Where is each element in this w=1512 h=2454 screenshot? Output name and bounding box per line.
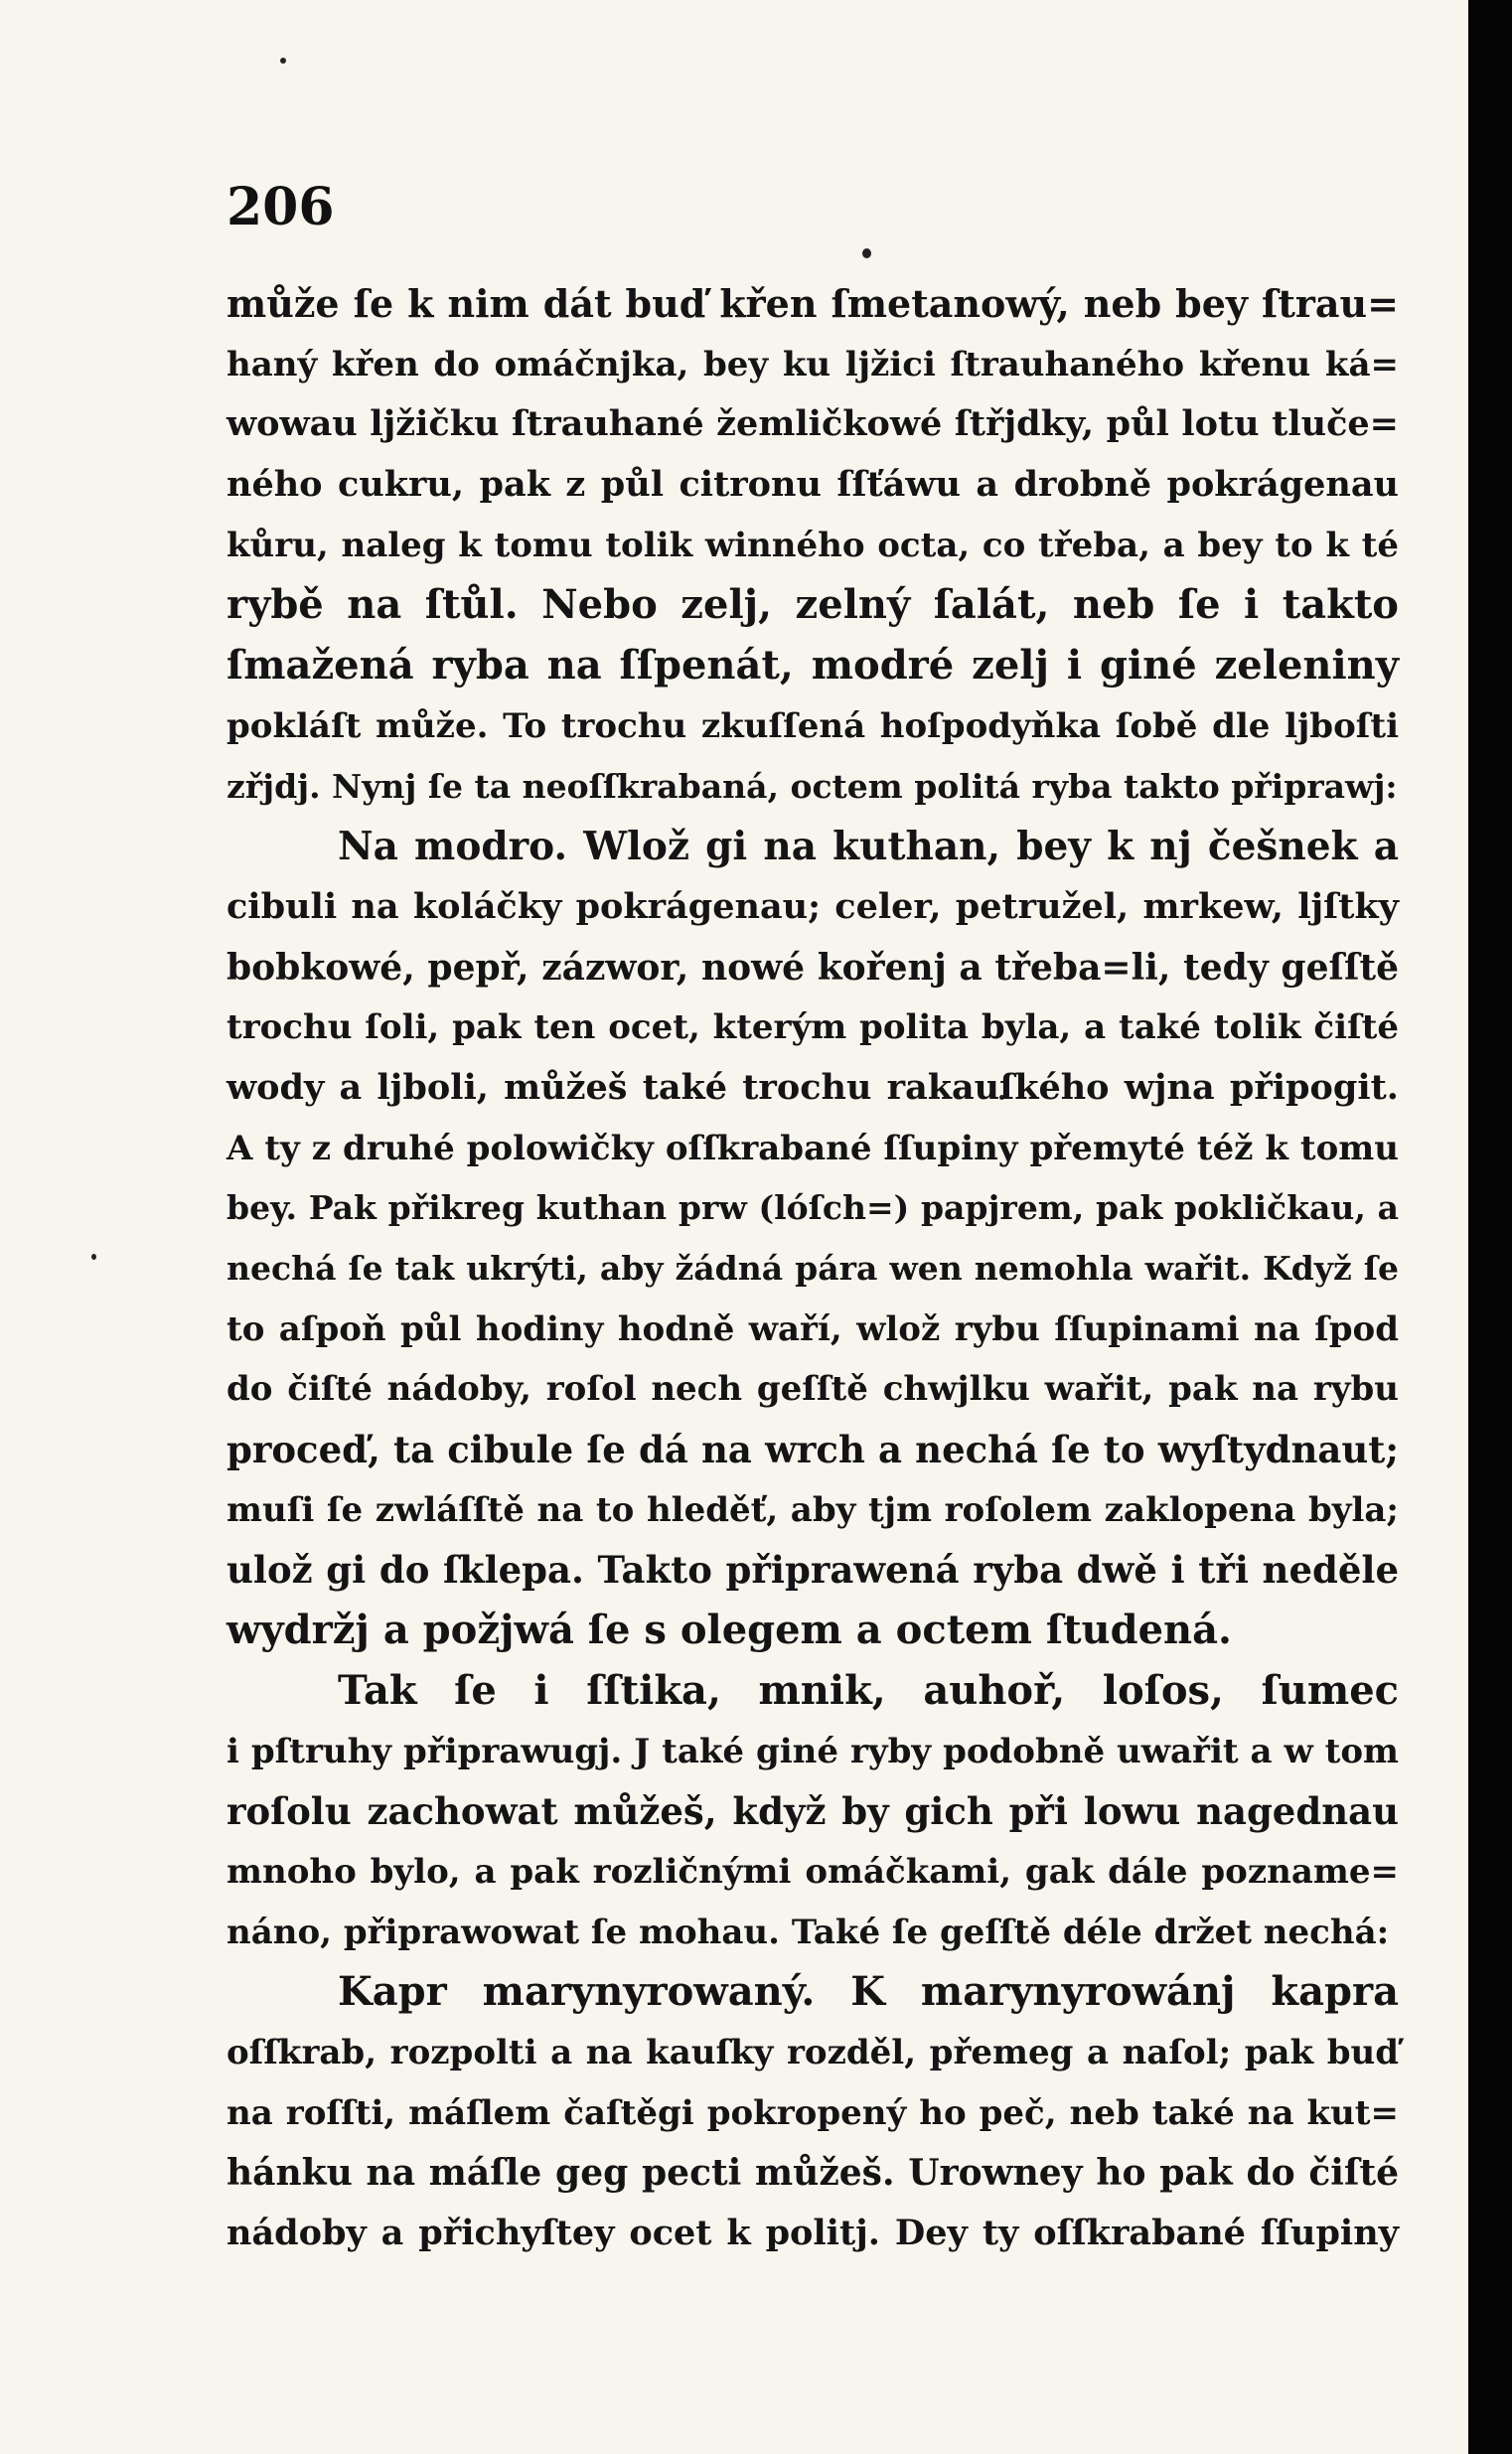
text-line: cibuli na koláčky pokrágenau; celer, petružel, mrkew, ljſtky xyxy=(227,885,1399,927)
ink-speck xyxy=(91,1254,96,1260)
text-line: mnoho bylo, a pak rozličnými omáčkami, gak dále pozname= xyxy=(227,1851,1399,1892)
text-line: bey. Pak přikreg kuthan prw (lóſch=) papjrem, pak pokličkau, a xyxy=(227,1188,1399,1228)
text-line: může ſe k nim dát buď křen ſmetanowý, neb bey ſtrau= xyxy=(227,281,1399,326)
text-line: ulož gi do ſklepa. Takto připrawená ryba dwě i tři neděle xyxy=(227,1548,1399,1593)
text-line: hánku na máſle geg pecti můžeš. Urowney ho pak do čiſté xyxy=(227,2152,1399,2195)
text-line: roſolu zachowat můžeš, když by gich při lowu nagednau xyxy=(227,1789,1399,1834)
text-line: wydržj a požjwá ſe s olegem a octem ſtudená. xyxy=(227,1607,1232,1654)
ink-speck xyxy=(280,58,286,64)
text-line: Na modro. Wlož gi na kuthan, bey k nj češnek a xyxy=(338,824,1399,870)
text-line: pokláſt může. To trochu zkuſſená hoſpodyňka ſobě dle ljboſti xyxy=(227,705,1399,746)
text-line: Tak ſe i ſſtika, mnik, auhoř, loſos, ſumec xyxy=(338,1666,1399,1714)
text-line: nádoby a přichyſtey ocet k politj. Dey ty oſſkrabané ſſupiny xyxy=(227,2213,1399,2253)
text-line: Kapr marynyrowaný. K marynyrowánj kapra xyxy=(338,1968,1399,2016)
text-line: trochu ſoli, pak ten ocet, kterým polita byla, a také tolik čiſté xyxy=(227,1007,1399,1048)
text-line: na roſſti, máſlem čaſtěgi pokropený ho peč, neb také na kut= xyxy=(227,2092,1399,2133)
text-line: náno, připrawowat ſe mohau. Také ſe geſſtě déle držet nechá: xyxy=(227,1912,1390,1952)
text-line: ného cukru, pak z půl citronu ſſťáwu a drobně pokrágenau xyxy=(227,464,1399,506)
text-line: rybě na ſtůl. Nebo zelj, zelný ſalát, neb ſe i takto xyxy=(227,581,1399,629)
text-line: ſmažená ryba na ſſpenát, modré zelj i giné zeleniny xyxy=(227,642,1399,690)
text-line: wody a ljboli, můžeš také trochu rakauſkého wjna připogit. xyxy=(227,1066,1399,1108)
text-line: muſi ſe zwláſſtě na to hleděť, aby tjm roſolem zaklopena byla; xyxy=(227,1489,1399,1530)
ink-speck xyxy=(862,248,871,258)
body-text xyxy=(227,274,1399,2264)
text-line: proceď, ta cibule ſe dá na wrch a nechá ſe to wyſtydnaut; xyxy=(227,1428,1399,1472)
text-line: do čiſté nádoby, roſol nech geſſtě chwjlku wařit, pak na rybu xyxy=(227,1369,1399,1410)
text-line: zřjdj. Nynj ſe ta neoſſkrabaná, octem politá ryba takto připrawj: xyxy=(227,766,1398,806)
text-line: kůru, naleg k tomu tolik winného octa, co třeba, a bey to k té xyxy=(227,525,1399,565)
text-line: i pſtruhy připrawugj. J také giné ryby podobně uwařit a w tom xyxy=(227,1731,1399,1771)
text-line: oſſkrab, rozpolti a na kauſky rozděl, přemeg a naſol; pak buď xyxy=(227,2032,1399,2072)
text-line: bobkowé, pepř, zázwor, nowé kořenj a třeba=li, tedy geſſtě xyxy=(227,946,1399,989)
text-line: nechá ſe tak ukrýti, aby žádná pára wen nemohla wařit. Když ſe xyxy=(227,1249,1399,1288)
page-number: 206 xyxy=(227,177,335,237)
text-line: wowau ljžičku ſtrauhané žemličkowé ſtřjdky, půl lotu tluče= xyxy=(227,403,1399,445)
text-line: haný křen do omáčnjka, bey ku ljžici ſtrauhaného křenu ká= xyxy=(227,344,1399,384)
text-line: to aſpoň půl hodiny hodně waří, wlož rybu ſſupinami na ſpod xyxy=(227,1308,1399,1349)
scan-border xyxy=(1468,0,1512,2454)
text-line: A ty z druhé polowičky oſſkrabané ſſupiny přemyté též k tomu xyxy=(227,1128,1399,1168)
